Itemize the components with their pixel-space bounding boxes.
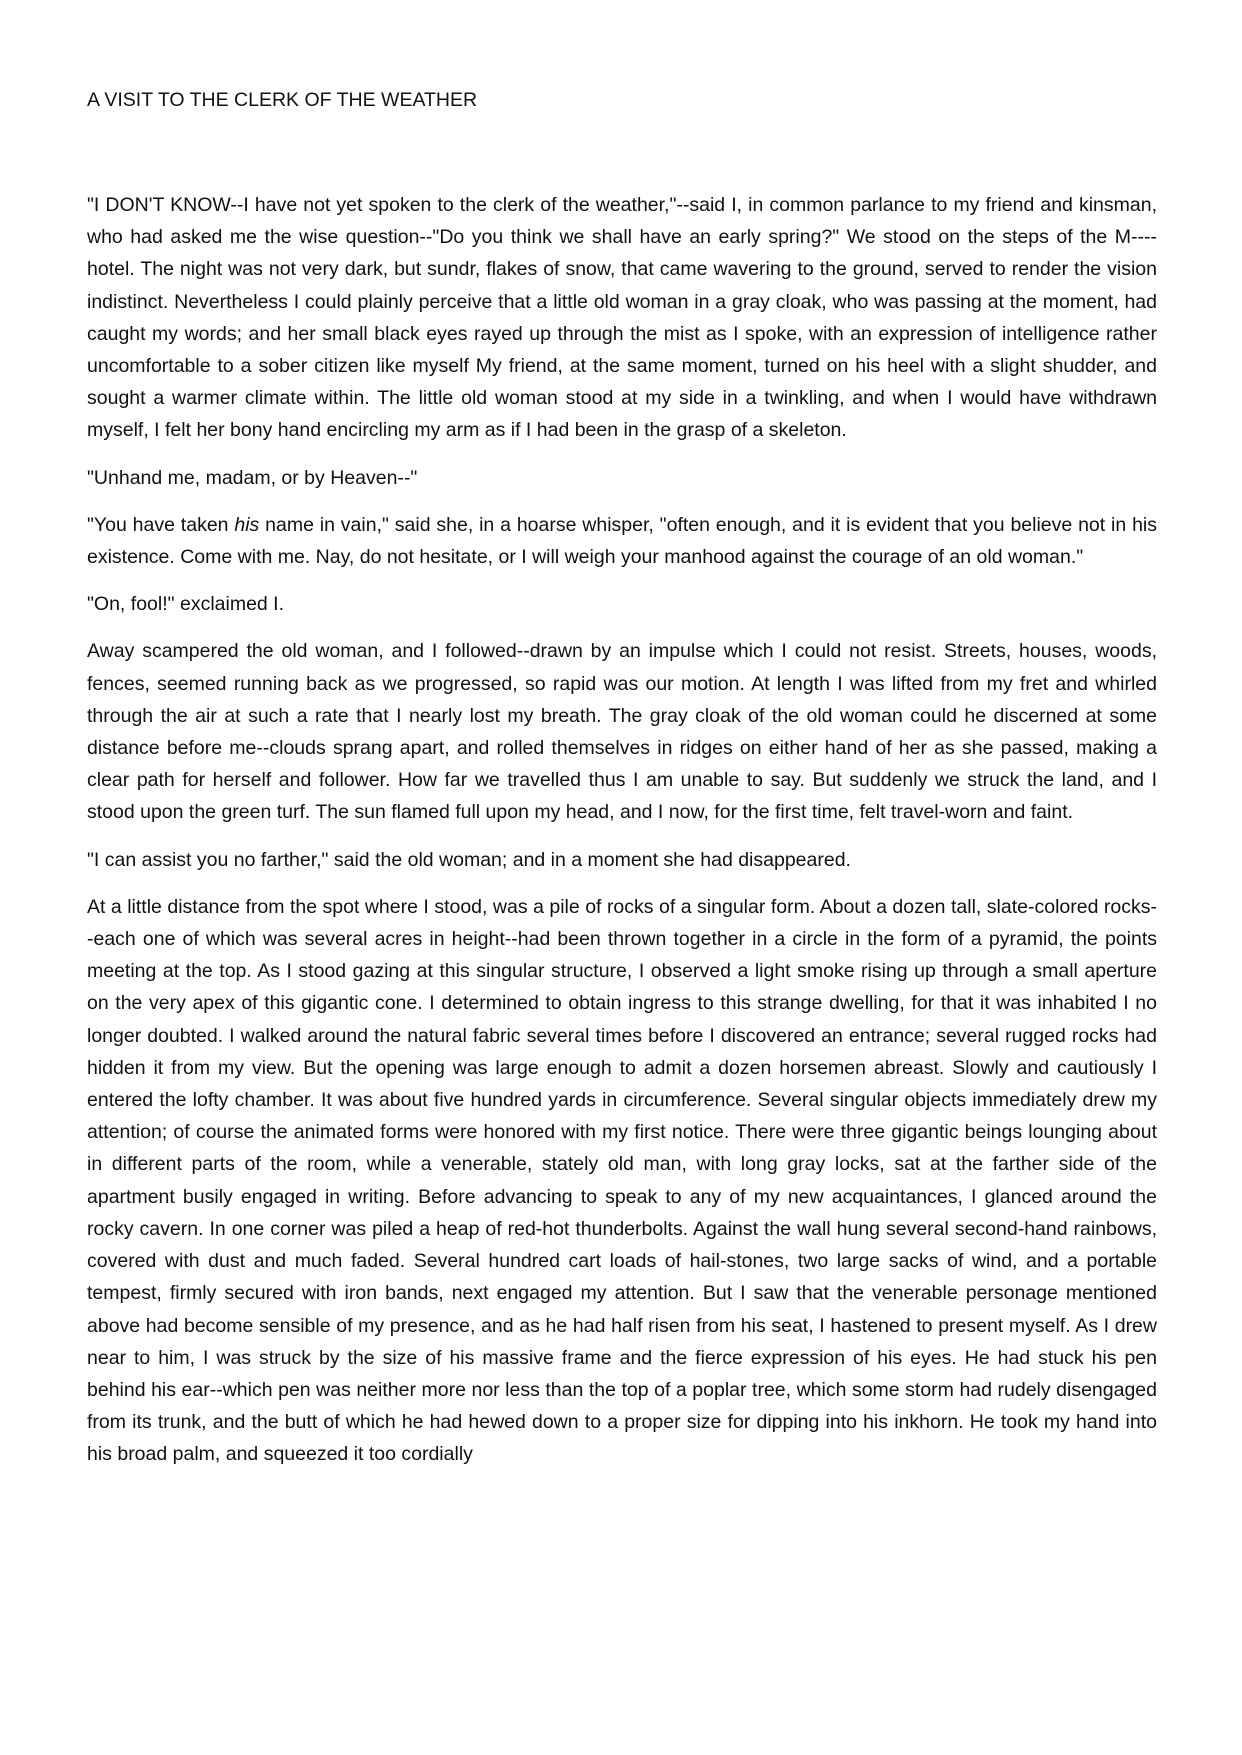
paragraph-3-end: name in vain," said she, in a hoarse whisper, "often enough, and it is evident that you believe not in his existence. Come with me. Nay, do not hesitate, or I will weigh your manhood against the courage of an old woman." xyxy=(87,513,1157,569)
paragraph-3-start: "You have taken xyxy=(87,513,235,536)
paragraph-7: At a little distance from the spot where I stood, was a pile of rocks of a singular form. About a dozen tall, slate-colored rocks--each one of which was several acres in height--had been thrown together in a circle in the form of a pyramid, the points meeting at the top. As I stood gazing at this singular structure, I observed a light smoke rising up through a small aperture on the very apex of this gigantic cone. I determined to obtain ingress to this strange dwelling, for that it was inhabited I no longer doubted. I walked around the natural fabric several times before I discovered an entrance; several rugged rocks had hidden it from my view. But the opening was large enough to admit a dozen horsemen abreast. Slowly and cautiously I entered the lofty chamber. It was about five hundred yards in circumference. Several singular objects immediately drew my attention; of course the animated forms were honored with my first notice. There were three gigantic beings lounging about in different parts of the room, while a venerable, stately old man, with long gray locks, sat at the farther side of the apartment busily engaged in writing. Before advancing to speak to any of my new acquaintances, I glanced around the rocky cavern. In one corner was piled a heap of red-hot thunderbolts. Against the wall hung several second-hand rainbows, covered with dust and much faded. Several hundred cart loads of hail-stones, two large sacks of wind, and a portable tempest, firmly secured with iron bands, next engaged my attention. But I saw that the venerable personage mentioned above had become sensible of my presence, and as he had half risen from his seat, I hastened to present myself. As I drew near to him, I was struck by the size of his massive frame and the fierce expression of his eyes. He had stuck his pen behind his ear--which pen was neither more nor less than the top of a poplar tree, which some storm had rudely disengaged from its trunk, and the butt of which he had hewed down to a proper size for dipping into his inkhorn. He took my hand into his broad palm, and squeezed it too cordially xyxy=(87,895,1157,1466)
paragraph-2: "Unhand me, madam, or by Heaven--" xyxy=(87,466,418,489)
paragraph-1: "I DON'T KNOW--I have not yet spoken to the clerk of the weather,"--said I, in common parlance to my friend and kinsman, who had asked me the wise question--"Do you think we shall have an early spring?" We stood on the steps of the M---- hotel. The night was not very dark, but sundr, flakes of snow, that came wavering to the ground, served to render the vision indistinct. Nevertheless I could plainly perceive that a little old woman in a gray cloak, who was passing at the moment, had caught my words; and her small black eyes rayed up through the mist as I spoke, with an expression of intelligence rather uncomfortable to a sober citizen like myself My friend, at the same moment, turned on his heel with a slight shudder, and sought a warmer climate within. The little old woman stood at my side in a twinkling, and when I would have withdrawn myself, I felt her bony hand encircling my arm as if I had been in the grasp of a skeleton. xyxy=(87,194,1157,442)
paragraph-6: "I can assist you no farther," said the old woman; and in a moment she had disappeared. xyxy=(87,848,851,871)
document-title: A VISIT TO THE CLERK OF THE WEATHER xyxy=(87,89,478,111)
italic-word: his xyxy=(234,513,260,536)
paragraph-3 xyxy=(87,509,1157,573)
paragraph-4: "On, fool!" exclaimed I. xyxy=(87,593,285,616)
document-body xyxy=(87,189,1157,1471)
paragraph-5: Away scampered the old woman, and I followed--drawn by an impulse which I could not resist. Streets, houses, woods, fences, seemed running back as we progressed, so rapid was our motion. At length I was lifted from my fret and whirled through the air at such a rate that I nearly lost my breath. The gray cloak of the old woman could he discerned at some distance before me--clouds sprang apart, and rolled themselves in ridges on either hand of her as she passed, making a clear path for herself and follower. How far we travelled thus I am unable to say. But suddenly we struck the land, and I stood upon the green turf. The sun flamed full upon my head, and I now, for the first time, felt travel-worn and faint. xyxy=(87,640,1157,824)
